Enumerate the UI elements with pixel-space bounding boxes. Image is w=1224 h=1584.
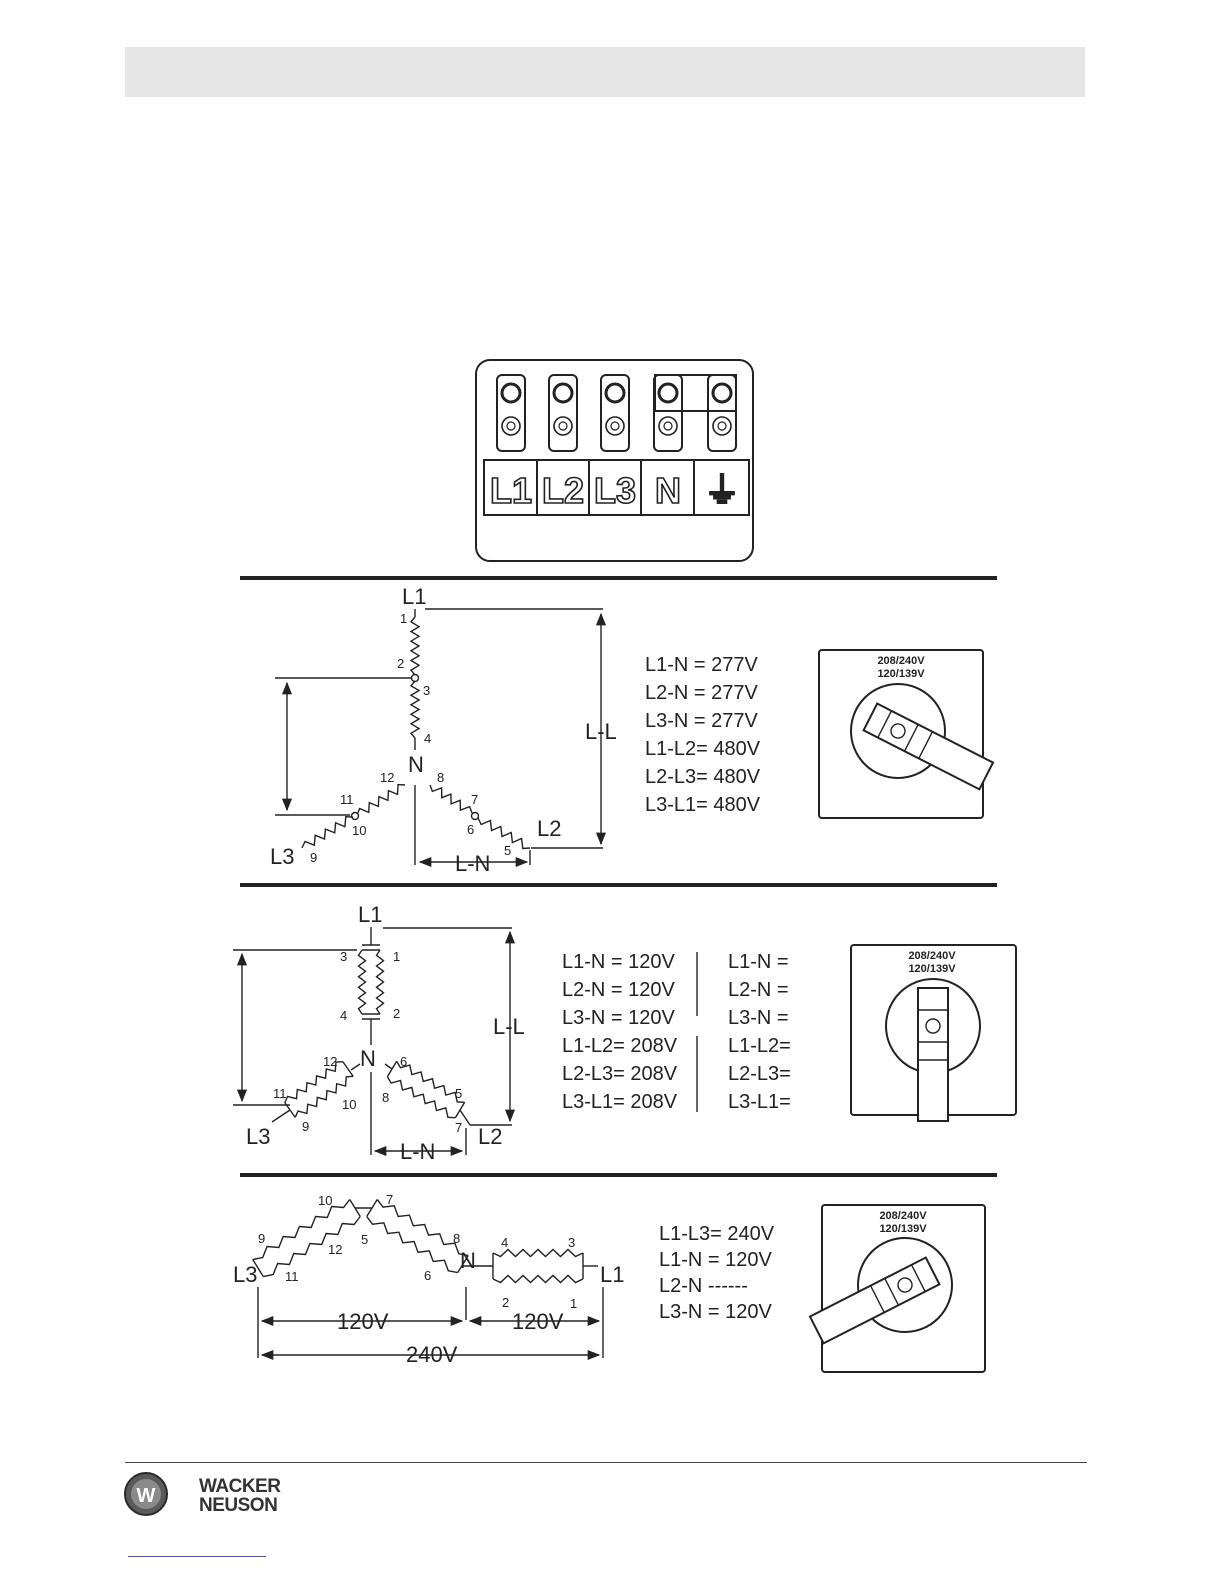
switch-label-bottom: 120/139V — [908, 963, 956, 975]
coil-winding — [493, 1276, 583, 1283]
coil-number: 2 — [502, 1295, 510, 1310]
single-phase-diagram — [233, 1192, 624, 1367]
coil-number: 3 — [423, 683, 431, 698]
wire — [385, 1064, 392, 1069]
voltage-reading: L1-L2= — [728, 1035, 791, 1057]
voltage-reading: L2-L3= 480V — [645, 766, 761, 788]
coil-number: 5 — [361, 1232, 369, 1247]
terminal-nut — [659, 384, 677, 402]
neutral-label: N — [408, 752, 424, 777]
coil-number: 8 — [453, 1231, 461, 1246]
voltage-reading: L2-N ------ — [659, 1275, 748, 1297]
terminal-screw-center — [664, 422, 672, 430]
voltage-reading: L3-N = 120V — [562, 1007, 675, 1029]
terminal-label: L3 — [593, 470, 637, 511]
line-to-line-label: L-L — [585, 719, 617, 744]
coil-number: 11 — [273, 1086, 287, 1101]
terminal-label: L1 — [489, 470, 533, 511]
coil-number: 10 — [318, 1193, 333, 1208]
voltage-reading: L3-L1= — [728, 1091, 791, 1113]
voltage-selector-switch-high[interactable] — [819, 650, 993, 818]
line-to-neutral-label: L-N — [400, 1139, 436, 1164]
voltage-reading: L2-N = 120V — [562, 979, 675, 1001]
coil-number: 3 — [568, 1235, 576, 1250]
coil-number: 4 — [501, 1235, 509, 1250]
coil-winding — [411, 681, 419, 738]
voltage-selector-switch-low[interactable] — [851, 945, 1016, 1121]
coil-number: 9 — [258, 1231, 266, 1246]
single-phase-voltages — [659, 1223, 775, 1323]
coil-number: 4 — [424, 731, 432, 746]
neutral-label: N — [360, 1046, 376, 1071]
coil-number: 5 — [504, 843, 512, 858]
terminal-l1: L1 — [600, 1262, 625, 1287]
terminal-screw-center — [611, 422, 619, 430]
terminal-nut — [554, 384, 572, 402]
coil-number: 12 — [380, 770, 395, 785]
logo-text-line2: NEUSON — [199, 1495, 278, 1516]
voltage-reading: L1-L2= 480V — [645, 738, 761, 760]
voltage-reading: L3-N = 120V — [659, 1301, 772, 1323]
junction-node — [352, 813, 359, 820]
voltage-reading: L3-L1= 208V — [562, 1091, 678, 1113]
terminal-l2: L2 — [478, 1124, 503, 1149]
coil-number: 12 — [328, 1242, 343, 1257]
coil-number: 1 — [400, 611, 408, 626]
voltage-reading: L1-N = 277V — [645, 654, 758, 676]
terminal-l3: L3 — [233, 1262, 258, 1287]
coil-number: 7 — [386, 1192, 394, 1207]
terminal-label: L2 — [541, 470, 585, 511]
terminal-screw-center — [718, 422, 726, 430]
voltage-reading: L1-N = 120V — [562, 951, 675, 973]
voltage-reading: L2-N = 277V — [645, 682, 758, 704]
coil-winding — [357, 785, 405, 815]
coil-number: 8 — [437, 770, 445, 785]
footer-rule — [125, 1462, 1087, 1463]
logo-text-line1: WACKER — [199, 1476, 281, 1497]
coil-number: 7 — [455, 1120, 463, 1135]
coil-number: 11 — [340, 792, 354, 807]
terminal-label: ⏚ — [703, 470, 741, 511]
coil-number: 9 — [302, 1119, 310, 1134]
voltage-selector-switch-single[interactable] — [810, 1205, 985, 1372]
switch-label-top: 208/240V — [877, 655, 925, 667]
wacker-neuson-logo — [125, 1473, 281, 1516]
voltage-reading: L3-L1= 480V — [645, 794, 761, 816]
switch-label-top: 208/240V — [908, 950, 956, 962]
terminal-block — [476, 360, 753, 561]
voltage-reading: L1-N = — [728, 951, 789, 973]
coil-winding — [430, 785, 472, 813]
junction-node — [412, 675, 419, 682]
voltage-reading: L3-N = — [728, 1007, 789, 1029]
coil-winding — [302, 817, 353, 848]
coil-winding — [493, 1250, 583, 1257]
wye-low-diagram — [233, 902, 525, 1164]
dimension-label: 120V — [512, 1309, 564, 1334]
coil-number: 3 — [340, 949, 348, 964]
coil-winding — [411, 617, 419, 675]
footer-link-underline — [128, 1556, 266, 1557]
terminal-nut — [502, 384, 520, 402]
coil-pack-end — [387, 1061, 464, 1117]
switch-label-bottom: 120/139V — [879, 1223, 927, 1235]
terminal-l1: L1 — [402, 584, 427, 609]
dimension-label: 240V — [406, 1342, 458, 1367]
switch-label-bottom: 120/139V — [877, 668, 925, 680]
voltage-reading: L1-L3= 240V — [659, 1223, 775, 1245]
wye-high-diagram — [270, 584, 617, 876]
terminal-l3: L3 — [270, 844, 295, 869]
voltage-reading: L2-N = — [728, 979, 789, 1001]
coil-winding — [359, 950, 366, 1014]
terminal-label: N — [655, 470, 681, 511]
coil-number: 2 — [393, 1006, 401, 1021]
coil-winding — [377, 950, 384, 1014]
line-to-neutral-label: L-N — [455, 851, 491, 876]
coil-number: 1 — [393, 949, 401, 964]
coil-pack-end — [253, 1199, 361, 1276]
wye-low-voltages — [562, 951, 791, 1113]
coil-number: 8 — [382, 1090, 390, 1105]
coil-number: 7 — [471, 792, 479, 807]
coil-winding — [387, 1077, 455, 1118]
wire — [272, 1110, 290, 1122]
wire — [351, 1064, 360, 1070]
coil-number: 9 — [310, 850, 318, 865]
coil-number: 6 — [467, 822, 475, 837]
wye-high-voltages — [645, 654, 761, 816]
coil-number: 11 — [285, 1269, 299, 1284]
terminal-nut — [713, 384, 731, 402]
voltage-reading: L1-N = 120V — [659, 1249, 772, 1271]
terminal-screw-center — [559, 422, 567, 430]
coil-number: 12 — [323, 1054, 338, 1069]
coil-number: 6 — [424, 1268, 432, 1283]
neutral-label: N — [460, 1248, 476, 1273]
dimension-label: 120V — [337, 1309, 389, 1334]
coil-number: 5 — [455, 1086, 463, 1101]
voltage-reading: L3-N = 277V — [645, 710, 758, 732]
coil-number: 10 — [352, 823, 367, 838]
coil-number: 1 — [570, 1296, 578, 1311]
terminal-l1: L1 — [358, 902, 383, 927]
logo-mark-letter: W — [136, 1485, 156, 1507]
terminal-screw-center — [507, 422, 515, 430]
coil-number: 10 — [342, 1097, 357, 1112]
coil-number: 2 — [397, 656, 405, 671]
line-to-line-label: L-L — [493, 1014, 525, 1039]
voltage-reading: L2-L3= — [728, 1063, 791, 1085]
terminal-l2: L2 — [537, 816, 562, 841]
voltage-reading: L1-L2= 208V — [562, 1035, 678, 1057]
coil-number: 4 — [340, 1008, 348, 1023]
terminal-nut — [606, 384, 624, 402]
coil-number: 6 — [400, 1054, 408, 1069]
switch-label-top: 208/240V — [879, 1210, 927, 1222]
switch-handle[interactable] — [918, 988, 948, 1121]
terminal-l3: L3 — [246, 1124, 271, 1149]
coil-winding — [377, 1199, 468, 1255]
voltage-reading: L2-L3= 208V — [562, 1063, 678, 1085]
